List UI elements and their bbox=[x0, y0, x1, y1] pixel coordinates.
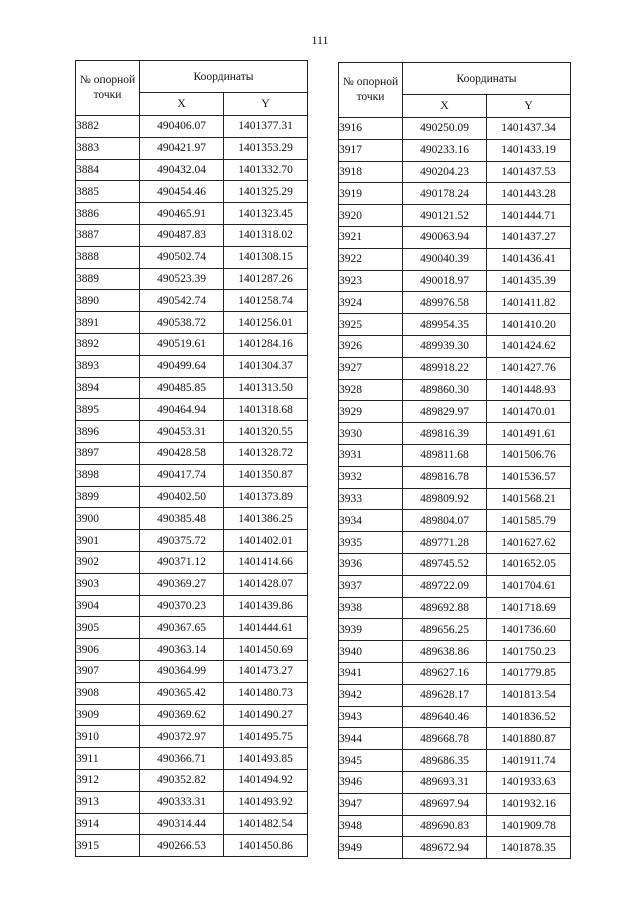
table-row bbox=[339, 771, 571, 793]
table-row bbox=[76, 617, 308, 639]
point-number-cell: 3910 bbox=[76, 726, 140, 748]
table-row bbox=[76, 660, 308, 682]
table-row bbox=[76, 595, 308, 617]
y-header: Y bbox=[224, 93, 308, 116]
point-number-cell: 3923 bbox=[339, 270, 403, 292]
y-coordinate-cell: 1401332.70 bbox=[224, 159, 308, 181]
table-row bbox=[76, 835, 308, 857]
x-coordinate-cell: 490040.39 bbox=[403, 248, 487, 270]
y-coordinate-cell: 1401585.79 bbox=[487, 510, 571, 532]
table-row bbox=[76, 530, 308, 552]
x-coordinate-cell: 490178.24 bbox=[403, 183, 487, 205]
x-coordinate-cell: 490314.44 bbox=[140, 813, 224, 835]
point-number-cell: 3947 bbox=[339, 793, 403, 815]
x-coordinate-cell: 490453.31 bbox=[140, 421, 224, 443]
point-number-cell: 3921 bbox=[339, 226, 403, 248]
x-coordinate-cell: 490402.50 bbox=[140, 486, 224, 508]
x-coordinate-cell: 490367.65 bbox=[140, 617, 224, 639]
y-coordinate-cell: 1401450.86 bbox=[224, 835, 308, 857]
point-number-cell: 3889 bbox=[76, 268, 140, 290]
point-number-cell: 3949 bbox=[339, 837, 403, 859]
point-number-header: № опорной точки bbox=[339, 63, 403, 118]
x-coordinate-cell: 490432.04 bbox=[140, 159, 224, 181]
x-coordinate-cell: 489697.94 bbox=[403, 793, 487, 815]
x-coordinate-cell: 489672.94 bbox=[403, 837, 487, 859]
x-coordinate-cell: 489816.39 bbox=[403, 423, 487, 445]
table-row bbox=[76, 181, 308, 203]
table-row bbox=[76, 573, 308, 595]
table-row bbox=[339, 619, 571, 641]
y-coordinate-cell: 1401435.39 bbox=[487, 270, 571, 292]
x-coordinate-cell: 489918.22 bbox=[403, 357, 487, 379]
x-coordinate-cell: 490385.48 bbox=[140, 508, 224, 530]
x-coordinate-cell: 490428.58 bbox=[140, 442, 224, 464]
point-number-cell: 3919 bbox=[339, 183, 403, 205]
point-number-cell: 3931 bbox=[339, 444, 403, 466]
x-coordinate-cell: 489829.97 bbox=[403, 401, 487, 423]
point-number-cell: 3936 bbox=[339, 553, 403, 575]
point-number-cell: 3885 bbox=[76, 181, 140, 203]
y-coordinate-cell: 1401506.76 bbox=[487, 444, 571, 466]
point-number-cell: 3917 bbox=[339, 139, 403, 161]
y-coordinate-cell: 1401493.92 bbox=[224, 791, 308, 813]
table-row bbox=[76, 268, 308, 290]
x-coordinate-cell: 490266.53 bbox=[140, 835, 224, 857]
y-coordinate-cell: 1401836.52 bbox=[487, 706, 571, 728]
y-header: Y bbox=[487, 95, 571, 118]
table-row bbox=[339, 139, 571, 161]
point-number-cell: 3948 bbox=[339, 815, 403, 837]
y-coordinate-cell: 1401439.86 bbox=[224, 595, 308, 617]
table-row bbox=[339, 423, 571, 445]
x-coordinate-cell: 490406.07 bbox=[140, 116, 224, 138]
table-row bbox=[339, 292, 571, 314]
y-coordinate-cell: 1401490.27 bbox=[224, 704, 308, 726]
y-coordinate-cell: 1401433.19 bbox=[487, 139, 571, 161]
point-number-cell: 3941 bbox=[339, 662, 403, 684]
x-coordinate-cell: 489976.58 bbox=[403, 292, 487, 314]
point-number-cell: 3896 bbox=[76, 421, 140, 443]
y-coordinate-cell: 1401482.54 bbox=[224, 813, 308, 835]
point-number-cell: 3901 bbox=[76, 530, 140, 552]
y-coordinate-cell: 1401932.16 bbox=[487, 793, 571, 815]
point-number-header: № опорной точки bbox=[76, 61, 140, 116]
x-coordinate-cell: 489771.28 bbox=[403, 532, 487, 554]
y-coordinate-cell: 1401284.16 bbox=[224, 333, 308, 355]
point-number-cell: 3900 bbox=[76, 508, 140, 530]
y-coordinate-cell: 1401320.55 bbox=[224, 421, 308, 443]
table-row bbox=[76, 551, 308, 573]
x-coordinate-cell: 489809.92 bbox=[403, 488, 487, 510]
table-row bbox=[339, 118, 571, 140]
y-coordinate-cell: 1401414.66 bbox=[224, 551, 308, 573]
point-number-cell: 3945 bbox=[339, 750, 403, 772]
table-row bbox=[339, 379, 571, 401]
page-number: 111 bbox=[311, 33, 329, 47]
table-row bbox=[76, 116, 308, 138]
x-header: X bbox=[403, 95, 487, 118]
x-coordinate-cell: 490364.99 bbox=[140, 660, 224, 682]
x-coordinate-cell: 489811.68 bbox=[403, 444, 487, 466]
x-coordinate-cell: 489627.16 bbox=[403, 662, 487, 684]
y-coordinate-cell: 1401444.71 bbox=[487, 205, 571, 227]
y-coordinate-cell: 1401880.87 bbox=[487, 728, 571, 750]
table-row bbox=[76, 377, 308, 399]
point-number-cell: 3905 bbox=[76, 617, 140, 639]
table-row bbox=[339, 466, 571, 488]
y-coordinate-cell: 1401258.74 bbox=[224, 290, 308, 312]
x-coordinate-cell: 490370.23 bbox=[140, 595, 224, 617]
point-number-cell: 3887 bbox=[76, 224, 140, 246]
table-row bbox=[76, 224, 308, 246]
y-coordinate-cell: 1401911.74 bbox=[487, 750, 571, 772]
y-coordinate-cell: 1401493.85 bbox=[224, 748, 308, 770]
y-coordinate-cell: 1401287.26 bbox=[224, 268, 308, 290]
table-row bbox=[76, 791, 308, 813]
point-number-cell: 3892 bbox=[76, 333, 140, 355]
table-row bbox=[339, 706, 571, 728]
y-coordinate-cell: 1401480.73 bbox=[224, 682, 308, 704]
table-row bbox=[76, 159, 308, 181]
x-coordinate-cell: 490365.42 bbox=[140, 682, 224, 704]
point-number-cell: 3944 bbox=[339, 728, 403, 750]
y-coordinate-cell: 1401402.01 bbox=[224, 530, 308, 552]
x-coordinate-cell: 490375.72 bbox=[140, 530, 224, 552]
table-row bbox=[339, 248, 571, 270]
table-row bbox=[339, 575, 571, 597]
point-number-cell: 3929 bbox=[339, 401, 403, 423]
x-coordinate-cell: 489668.78 bbox=[403, 728, 487, 750]
point-number-cell: 3893 bbox=[76, 355, 140, 377]
x-coordinate-cell: 489656.25 bbox=[403, 619, 487, 641]
point-number-cell: 3897 bbox=[76, 442, 140, 464]
x-coordinate-cell: 489804.07 bbox=[403, 510, 487, 532]
table-row bbox=[339, 793, 571, 815]
y-coordinate-cell: 1401448.93 bbox=[487, 379, 571, 401]
point-number-cell: 3888 bbox=[76, 246, 140, 268]
table-row bbox=[76, 769, 308, 791]
y-coordinate-cell: 1401450.69 bbox=[224, 639, 308, 661]
y-coordinate-cell: 1401325.29 bbox=[224, 181, 308, 203]
point-number-cell: 3934 bbox=[339, 510, 403, 532]
x-coordinate-cell: 490454.46 bbox=[140, 181, 224, 203]
y-coordinate-cell: 1401318.68 bbox=[224, 399, 308, 421]
x-coordinate-cell: 490204.23 bbox=[403, 161, 487, 183]
table-row bbox=[339, 205, 571, 227]
table-row bbox=[339, 183, 571, 205]
x-coordinate-cell: 489722.09 bbox=[403, 575, 487, 597]
table-row bbox=[339, 488, 571, 510]
y-coordinate-cell: 1401427.76 bbox=[487, 357, 571, 379]
coordinates-header: Координаты bbox=[140, 61, 308, 93]
point-number-cell: 3890 bbox=[76, 290, 140, 312]
coordinates-table-left bbox=[75, 60, 308, 857]
y-coordinate-cell: 1401704.61 bbox=[487, 575, 571, 597]
point-number-cell: 3933 bbox=[339, 488, 403, 510]
x-coordinate-cell: 490421.97 bbox=[140, 137, 224, 159]
point-number-cell: 3926 bbox=[339, 335, 403, 357]
x-coordinate-cell: 490485.85 bbox=[140, 377, 224, 399]
table-row bbox=[339, 357, 571, 379]
table-row bbox=[76, 748, 308, 770]
table-row bbox=[76, 246, 308, 268]
table-row bbox=[339, 597, 571, 619]
x-coordinate-cell: 490371.12 bbox=[140, 551, 224, 573]
y-coordinate-cell: 1401437.53 bbox=[487, 161, 571, 183]
point-number-cell: 3915 bbox=[76, 835, 140, 857]
y-coordinate-cell: 1401410.20 bbox=[487, 314, 571, 336]
y-coordinate-cell: 1401495.75 bbox=[224, 726, 308, 748]
x-coordinate-cell: 489690.83 bbox=[403, 815, 487, 837]
point-number-cell: 3899 bbox=[76, 486, 140, 508]
x-coordinate-cell: 490063.94 bbox=[403, 226, 487, 248]
x-coordinate-cell: 489693.31 bbox=[403, 771, 487, 793]
point-number-cell: 3906 bbox=[76, 639, 140, 661]
y-coordinate-cell: 1401568.21 bbox=[487, 488, 571, 510]
y-coordinate-cell: 1401437.34 bbox=[487, 118, 571, 140]
table-row bbox=[339, 684, 571, 706]
table-row bbox=[339, 314, 571, 336]
y-coordinate-cell: 1401718.69 bbox=[487, 597, 571, 619]
x-coordinate-cell: 490464.94 bbox=[140, 399, 224, 421]
table-row bbox=[76, 486, 308, 508]
y-coordinate-cell: 1401308.15 bbox=[224, 246, 308, 268]
x-coordinate-cell: 490363.14 bbox=[140, 639, 224, 661]
x-coordinate-cell: 490538.72 bbox=[140, 312, 224, 334]
x-coordinate-cell: 489816.78 bbox=[403, 466, 487, 488]
x-coordinate-cell: 490519.61 bbox=[140, 333, 224, 355]
point-number-cell: 3883 bbox=[76, 137, 140, 159]
y-coordinate-cell: 1401750.23 bbox=[487, 641, 571, 663]
table-row bbox=[76, 464, 308, 486]
y-coordinate-cell: 1401627.62 bbox=[487, 532, 571, 554]
y-coordinate-cell: 1401304.37 bbox=[224, 355, 308, 377]
x-coordinate-cell: 490487.83 bbox=[140, 224, 224, 246]
point-number-cell: 3935 bbox=[339, 532, 403, 554]
x-coordinate-cell: 489939.30 bbox=[403, 335, 487, 357]
point-number-cell: 3922 bbox=[339, 248, 403, 270]
y-coordinate-cell: 1401318.02 bbox=[224, 224, 308, 246]
table-row bbox=[339, 641, 571, 663]
table-row bbox=[339, 226, 571, 248]
point-number-cell: 3911 bbox=[76, 748, 140, 770]
point-number-cell: 3932 bbox=[339, 466, 403, 488]
x-coordinate-cell: 490018.97 bbox=[403, 270, 487, 292]
x-coordinate-cell: 490121.52 bbox=[403, 205, 487, 227]
point-number-cell: 3920 bbox=[339, 205, 403, 227]
table-body bbox=[76, 116, 308, 857]
table-row bbox=[339, 401, 571, 423]
y-coordinate-cell: 1401373.89 bbox=[224, 486, 308, 508]
table-row bbox=[339, 815, 571, 837]
table-row bbox=[76, 639, 308, 661]
point-number-cell: 3907 bbox=[76, 660, 140, 682]
y-coordinate-cell: 1401377.31 bbox=[224, 116, 308, 138]
table-row bbox=[76, 333, 308, 355]
x-coordinate-cell: 489692.88 bbox=[403, 597, 487, 619]
point-number-cell: 3908 bbox=[76, 682, 140, 704]
coordinates-header: Координаты bbox=[403, 63, 571, 95]
y-coordinate-cell: 1401779.85 bbox=[487, 662, 571, 684]
y-coordinate-cell: 1401736.60 bbox=[487, 619, 571, 641]
x-coordinate-cell: 490369.27 bbox=[140, 573, 224, 595]
table-row bbox=[76, 355, 308, 377]
x-coordinate-cell: 490499.64 bbox=[140, 355, 224, 377]
y-coordinate-cell: 1401470.01 bbox=[487, 401, 571, 423]
x-coordinate-cell: 490369.62 bbox=[140, 704, 224, 726]
x-coordinate-cell: 490352.82 bbox=[140, 769, 224, 791]
point-number-cell: 3942 bbox=[339, 684, 403, 706]
table-row bbox=[76, 442, 308, 464]
table-row bbox=[76, 726, 308, 748]
table-row bbox=[76, 704, 308, 726]
point-number-cell: 3937 bbox=[339, 575, 403, 597]
x-coordinate-cell: 490333.31 bbox=[140, 791, 224, 813]
y-coordinate-cell: 1401386.25 bbox=[224, 508, 308, 530]
x-coordinate-cell: 490465.91 bbox=[140, 203, 224, 225]
point-number-cell: 3909 bbox=[76, 704, 140, 726]
table-row bbox=[339, 837, 571, 859]
table-row bbox=[76, 399, 308, 421]
table-row bbox=[339, 553, 571, 575]
table-row bbox=[76, 290, 308, 312]
point-number-cell: 3927 bbox=[339, 357, 403, 379]
table-row bbox=[339, 161, 571, 183]
y-coordinate-cell: 1401536.57 bbox=[487, 466, 571, 488]
y-coordinate-cell: 1401909.78 bbox=[487, 815, 571, 837]
y-coordinate-cell: 1401878.35 bbox=[487, 837, 571, 859]
x-coordinate-cell: 490523.39 bbox=[140, 268, 224, 290]
point-number-cell: 3928 bbox=[339, 379, 403, 401]
x-coordinate-cell: 489628.17 bbox=[403, 684, 487, 706]
x-coordinate-cell: 490502.74 bbox=[140, 246, 224, 268]
point-number-cell: 3918 bbox=[339, 161, 403, 183]
y-coordinate-cell: 1401428.07 bbox=[224, 573, 308, 595]
x-header: X bbox=[140, 93, 224, 116]
y-coordinate-cell: 1401353.29 bbox=[224, 137, 308, 159]
table-row bbox=[76, 421, 308, 443]
point-number-cell: 3904 bbox=[76, 595, 140, 617]
y-coordinate-cell: 1401256.01 bbox=[224, 312, 308, 334]
point-number-cell: 3898 bbox=[76, 464, 140, 486]
table-row bbox=[76, 312, 308, 334]
y-coordinate-cell: 1401813.54 bbox=[487, 684, 571, 706]
point-number-cell: 3938 bbox=[339, 597, 403, 619]
x-coordinate-cell: 490542.74 bbox=[140, 290, 224, 312]
table-row bbox=[76, 682, 308, 704]
point-number-cell: 3946 bbox=[339, 771, 403, 793]
point-number-cell: 3895 bbox=[76, 399, 140, 421]
point-number-cell: 3914 bbox=[76, 813, 140, 835]
table-row bbox=[76, 203, 308, 225]
table-row bbox=[339, 532, 571, 554]
point-number-cell: 3882 bbox=[76, 116, 140, 138]
table-row bbox=[339, 270, 571, 292]
x-coordinate-cell: 490233.16 bbox=[403, 139, 487, 161]
y-coordinate-cell: 1401411.82 bbox=[487, 292, 571, 314]
x-coordinate-cell: 489860.30 bbox=[403, 379, 487, 401]
x-coordinate-cell: 489954.35 bbox=[403, 314, 487, 336]
point-number-cell: 3891 bbox=[76, 312, 140, 334]
y-coordinate-cell: 1401491.61 bbox=[487, 423, 571, 445]
table-body bbox=[339, 118, 571, 859]
table-row bbox=[339, 444, 571, 466]
x-coordinate-cell: 489745.52 bbox=[403, 553, 487, 575]
table-row bbox=[339, 510, 571, 532]
table-row bbox=[339, 662, 571, 684]
y-coordinate-cell: 1401933.63 bbox=[487, 771, 571, 793]
x-coordinate-cell: 490417.74 bbox=[140, 464, 224, 486]
point-number-cell: 3913 bbox=[76, 791, 140, 813]
point-number-cell: 3886 bbox=[76, 203, 140, 225]
point-number-cell: 3925 bbox=[339, 314, 403, 336]
point-number-cell: 3930 bbox=[339, 423, 403, 445]
y-coordinate-cell: 1401313.50 bbox=[224, 377, 308, 399]
x-coordinate-cell: 490366.71 bbox=[140, 748, 224, 770]
x-coordinate-cell: 489638.86 bbox=[403, 641, 487, 663]
y-coordinate-cell: 1401444.61 bbox=[224, 617, 308, 639]
x-coordinate-cell: 490250.09 bbox=[403, 118, 487, 140]
x-coordinate-cell: 489640.46 bbox=[403, 706, 487, 728]
table-row bbox=[76, 813, 308, 835]
y-coordinate-cell: 1401494.92 bbox=[224, 769, 308, 791]
point-number-cell: 3939 bbox=[339, 619, 403, 641]
y-coordinate-cell: 1401437.27 bbox=[487, 226, 571, 248]
point-number-cell: 3916 bbox=[339, 118, 403, 140]
table-row bbox=[339, 750, 571, 772]
y-coordinate-cell: 1401652.05 bbox=[487, 553, 571, 575]
y-coordinate-cell: 1401323.45 bbox=[224, 203, 308, 225]
table-row bbox=[339, 728, 571, 750]
y-coordinate-cell: 1401473.27 bbox=[224, 660, 308, 682]
point-number-cell: 3894 bbox=[76, 377, 140, 399]
y-coordinate-cell: 1401436.41 bbox=[487, 248, 571, 270]
x-coordinate-cell: 490372.97 bbox=[140, 726, 224, 748]
point-number-cell: 3903 bbox=[76, 573, 140, 595]
y-coordinate-cell: 1401443.28 bbox=[487, 183, 571, 205]
point-number-cell: 3940 bbox=[339, 641, 403, 663]
y-coordinate-cell: 1401350.87 bbox=[224, 464, 308, 486]
table-row bbox=[339, 335, 571, 357]
x-coordinate-cell: 489686.35 bbox=[403, 750, 487, 772]
point-number-cell: 3912 bbox=[76, 769, 140, 791]
point-number-cell: 3884 bbox=[76, 159, 140, 181]
y-coordinate-cell: 1401424.62 bbox=[487, 335, 571, 357]
y-coordinate-cell: 1401328.72 bbox=[224, 442, 308, 464]
table-row bbox=[76, 137, 308, 159]
point-number-cell: 3943 bbox=[339, 706, 403, 728]
point-number-cell: 3902 bbox=[76, 551, 140, 573]
point-number-cell: 3924 bbox=[339, 292, 403, 314]
table-row bbox=[76, 508, 308, 530]
coordinates-table-right bbox=[338, 62, 571, 859]
